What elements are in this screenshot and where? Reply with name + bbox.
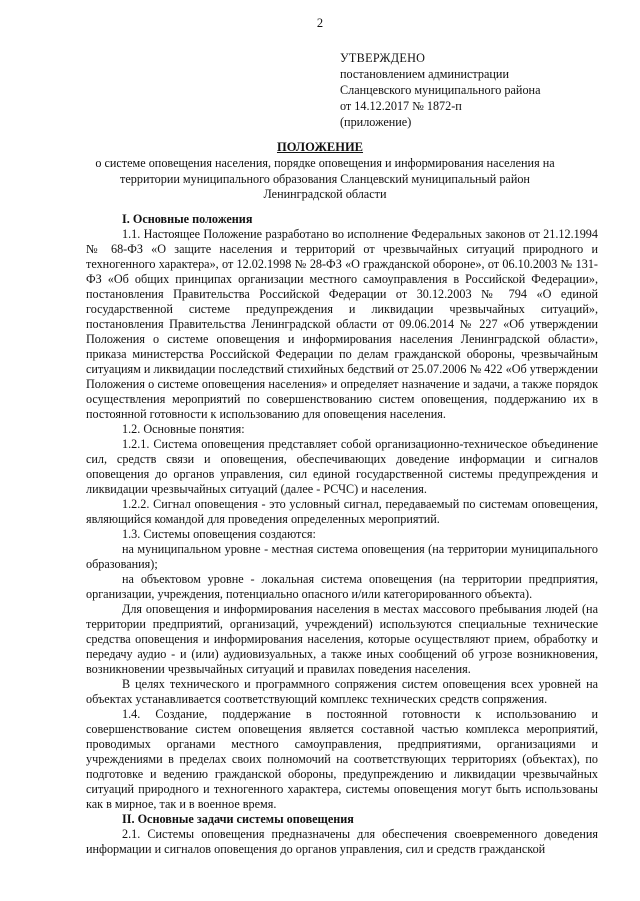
paragraph: 1.1. Настоящее Положение разработано во исполнение Федеральных законов от 21.12.1994 № 68-ФЗ «О защите населения и территорий от чрезвычайных ситуаций природного и техногенного характера», от 12.02.1998 № 28-ФЗ «О гражданской обороне», от 06.10.2003 № 131-ФЗ «Об общих принципах организации местного самоуправления в Российской Федерации», постановления Правительства Российской Федерации от 30.12.2003 № 794 «О единой государственной системе предупреждения и ликвидации чрезвычайных ситуаций», постановления Правительства Ленинградской области от 09.06.2014 № 227 «Об утверждении Положения о системе оповещения и информирования населения Ленинградской области», приказа министерства Российской Федерации по делам гражданской обороны, чрезвычайным ситуациям и ликвидации последствий стихийных бедствий от 25.07.2006 № 422 «Об утверждении Положения о системе оповещения населения» и определяет назначение и задачи, а также порядок осуществления мероприятий по совершенствованию систем оповещения, поддержанию их в постоянной готовности к использованию для оповещения населения.	[86, 227, 598, 421]
paragraph: 2.1. Системы оповещения предназначены для обеспечения своевременного доведения информации и сигналов оповещения до органов управления, сил и средств гражданской	[86, 827, 598, 856]
approval-note: (приложение)	[340, 115, 412, 129]
paragraph: В целях технического и программного сопряжения систем оповещения всех уровней на объектах устанавливается соответствующий комплекс технических средств сопряжения.	[86, 677, 598, 706]
paragraph: 1.3. Системы оповещения создаются:	[122, 527, 316, 541]
paragraph: 1.2.2. Сигнал оповещения - это условный сигнал, передаваемый по системам оповещения, являющийся командой для проведения определенных мероприятий.	[86, 497, 598, 526]
document-subtitle: о системе оповещения населения, порядке оповещения и информирования населения на территории муниципального образования Сланцевский муниципальный район Ленинградской области	[95, 156, 555, 201]
section-heading-2: II. Основные задачи системы оповещения	[122, 812, 354, 826]
document-title: ПОЛОЖЕНИЕ	[276, 140, 364, 154]
page-number: 2	[316, 16, 324, 30]
approval-heading: УТВЕРЖДЕНО	[340, 51, 426, 65]
paragraph: 1.4. Создание, поддержание в постоянной готовности к использованию и совершенствование систем оповещения является составной частью комплекса мероприятий, проводимых органами местного самоуправления, предприятиями, организациями и учреждениями в пределах своих полномочий на соответствующих территориях (объектах), по подготовке и ведению гражданской обороны, предупреждению и ликвидации чрезвычайных ситуаций природного и техногенного характера, системы оповещения могут быть использованы как в мирное, так и в военное время.	[86, 707, 598, 811]
approval-date: от 14.12.2017 № 1872-п	[340, 99, 462, 113]
paragraph: Для оповещения и информирования населения в местах массового пребывания людей (на территории предприятий, организаций, учреждений) используются специальные технические средства оповещения и информирования населения, которые осуществляют прием, обработку и передачу аудио - и (или) аудиовизуальных, а также иных сообщений об угрозе возникновения, возникновении чрезвычайных ситуаций и правилах поведения населения.	[86, 602, 598, 676]
approval-line: постановлением администрации	[340, 67, 509, 81]
paragraph: на объектовом уровне - локальная система оповещения (на территории предприятия, организации, учреждения, потенциально опасного и/или категорированного объекта).	[86, 572, 598, 601]
section-heading-1: I. Основные положения	[122, 212, 253, 226]
paragraph: 1.2. Основные понятия:	[122, 422, 245, 436]
paragraph: 1.2.1. Система оповещения представляет собой организационно-техническое объединение сил, средств связи и оповещения, обеспечивающих доведение информации и сигналов оповещения до органов управления, сил единой государственной системы предупреждения и ликвидации чрезвычайных ситуаций (далее - РСЧС) и населения.	[86, 437, 598, 496]
paragraph: на муниципальном уровне - местная система оповещения (на территории муниципального образования);	[86, 542, 598, 571]
document-body	[86, 212, 598, 857]
approval-line: Сланцевского муниципального района	[340, 83, 541, 97]
approval-block	[340, 50, 630, 130]
